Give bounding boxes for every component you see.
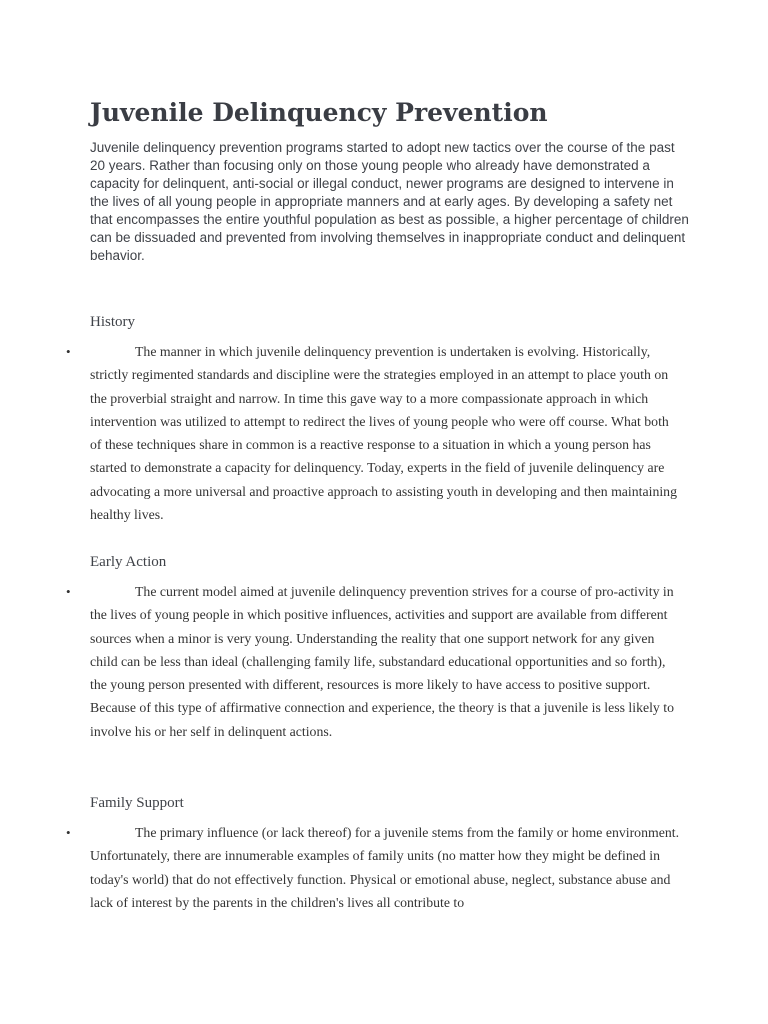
section-paragraph-family-support: The primary influence (or lack thereof) for a juvenile stems from the family or home environment. Unfortunately, there are innumerable examples of family units (no matter how they might be defined in today's world) that do not effectively function. Physical or emotional abuse, neglect, substance abuse and lack of interest by the parents in the children's lives all contribute to xyxy=(90,825,680,910)
bullet-icon: • xyxy=(66,344,71,359)
list-item-early-action xyxy=(62,580,682,743)
section-heading-early-action: Early Action xyxy=(90,554,167,570)
section-paragraph-early-action: The current model aimed at juvenile delinquency prevention strives for a course of pro-activity in the lives of young people in which positive influences, activities and support are available from different sources when a minor is very young. Understanding the reality that one support network for any given child can be less than ideal (challenging family life, substandard educational opportunities and so forth), the young person presented with different, resources is more likely to have access to positive support. Because of this type of affirmative connection and experience, the theory is that a juvenile is less likely to involve his or her self in delinquent actions. xyxy=(90,584,675,739)
page-title: Juvenile Delinquency Prevention xyxy=(90,98,548,127)
section-paragraph-history: The manner in which juvenile delinquency prevention is undertaken is evolving. Historically, strictly regimented standards and discipline were the strategies employed in an attempt to place youth on the proverbial straight and narrow. In time this gave way to a more compassionate approach in which intervention was utilized to attempt to redirect the lives of young people who were off course. What both of these techniques share in common is a reactive response to a situation in which a young person has started to demonstrate a capacity for delinquency. Today, experts in the field of juvenile delinquency are advocating a more universal and proactive approach to assisting youth in developing and then maintaining healthy lives. xyxy=(90,344,677,523)
list-item-family-support xyxy=(62,821,682,914)
bullet-icon: • xyxy=(66,584,71,599)
bullet-icon: • xyxy=(66,825,71,840)
intro-paragraph: Juvenile delinquency prevention programs started to adopt new tactics over the course of the past 20 years. Rather than focusing only on those young people who already have demonstrated a capacity for delinquent, anti-social or illegal conduct, newer programs are designed to intervene in the lives of all young people in appropriate manners and at early ages. By developing a safety net that encompasses the entire youthful population as best as possible, a higher percentage of children can be dissuaded and prevented from involving themselves in inappropriate conduct and delinquent behavior. xyxy=(90,140,689,263)
list-item-history xyxy=(62,340,682,526)
section-heading-family-support: Family Support xyxy=(90,795,184,811)
section-heading-history: History xyxy=(90,314,135,330)
